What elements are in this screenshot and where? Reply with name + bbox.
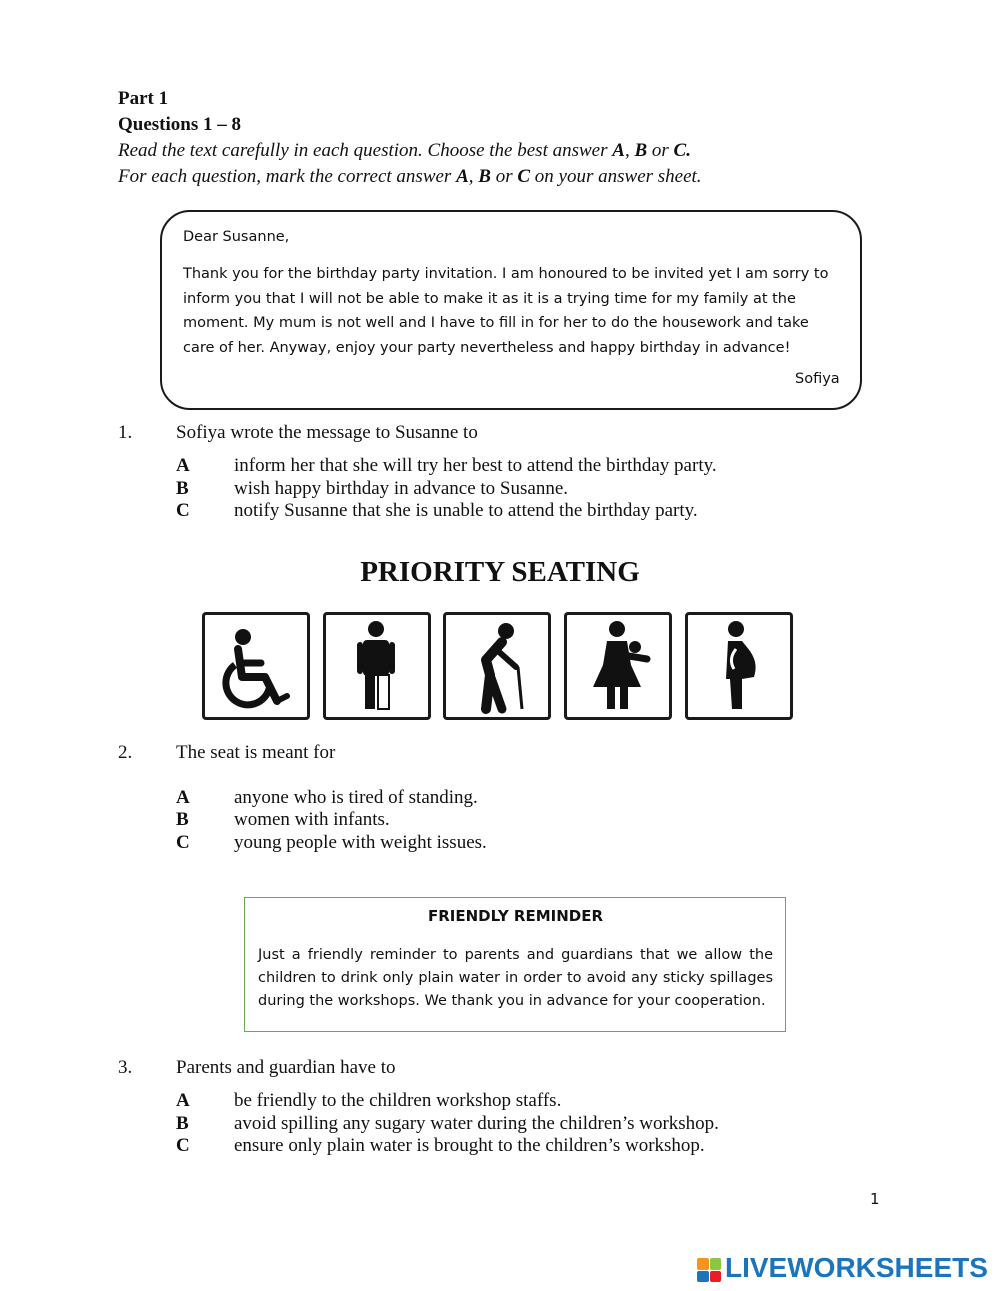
reminder-body: Just a friendly reminder to parents and guardians that we allow the children to drink only plain water in order to avoid any sticky spillages during the workshops. We thank you in advance for your cooperation.	[258, 947, 773, 1009]
priority-seating-title: PRIORITY SEATING	[360, 556, 640, 588]
question-3-option-b-letter[interactable]: B	[176, 1113, 189, 1134]
question-3-option-c-text[interactable]: ensure only plain water is brought to the children’s workshop.	[234, 1135, 705, 1156]
question-3-number: 3.	[118, 1057, 133, 1078]
letter-signature: Sofiya	[795, 371, 840, 387]
logo-square-2	[710, 1258, 722, 1270]
logo-square-1	[697, 1258, 709, 1270]
liveworksheets-logo-text[interactable]: LIVEWORKSHEETS	[725, 1252, 988, 1283]
question-3-option-a-letter[interactable]: A	[176, 1090, 190, 1111]
injured-person-icon	[323, 612, 431, 720]
questions-range: Questions 1 – 8	[118, 114, 241, 135]
question-1-option-c-text[interactable]: notify Susanne that she is unable to attend the birthday party.	[234, 500, 698, 521]
part-heading: Part 1	[118, 88, 169, 109]
question-1-option-b-text[interactable]: wish happy birthday in advance to Susanne.	[234, 478, 569, 499]
logo-square-3	[697, 1271, 709, 1283]
question-1-option-a-text[interactable]: inform her that she will try her best to attend the birthday party.	[234, 455, 717, 476]
question-2-option-c-text[interactable]: young people with weight issues.	[234, 832, 487, 853]
question-2-option-a-letter[interactable]: A	[176, 787, 190, 808]
question-1-option-b-letter[interactable]: B	[176, 478, 189, 499]
question-1-option-c-letter[interactable]: C	[176, 500, 190, 521]
question-1-option-a-letter[interactable]: A	[176, 455, 190, 476]
question-2-number: 2.	[118, 742, 133, 763]
question-3-option-c-letter[interactable]: C	[176, 1135, 190, 1156]
letter-body: Thank you for the birthday party invitation. I am honoured to be invited yet I am sorry to inform you that I will not be able to make it as it is a trying time for my family at the moment. My mum is not well and I have to fill in for her to do the housework and take care of her. Anyway, enjoy your party nevertheless and happy birthday in advance!	[183, 266, 829, 356]
liveworksheets-logo-icon	[697, 1258, 721, 1282]
pregnant-woman-icon	[685, 612, 793, 720]
question-2-option-b-letter[interactable]: B	[176, 809, 189, 830]
question-3-option-b-text[interactable]: avoid spilling any sugary water during the children’s workshop.	[234, 1113, 719, 1134]
question-1-stem: Sofiya wrote the message to Susanne to	[176, 422, 478, 443]
question-2-option-c-letter[interactable]: C	[176, 832, 190, 853]
elderly-person-icon	[443, 612, 551, 720]
question-2-option-b-text[interactable]: women with infants.	[234, 809, 390, 830]
wheelchair-icon	[202, 612, 310, 720]
page-number: 1	[870, 1190, 880, 1208]
question-2-stem: The seat is meant for	[176, 742, 336, 763]
question-1-number: 1.	[118, 422, 133, 443]
question-3-stem: Parents and guardian have to	[176, 1057, 396, 1078]
letter-greeting: Dear Susanne,	[183, 229, 290, 245]
woman-with-infant-icon	[564, 612, 672, 720]
question-2-option-a-text[interactable]: anyone who is tired of standing.	[234, 787, 478, 808]
question-3-option-a-text[interactable]: be friendly to the children workshop staffs.	[234, 1090, 562, 1111]
instruction-line-2: For each question, mark the correct answer A, B or C on your answer sheet.	[118, 166, 702, 187]
logo-square-4	[710, 1271, 722, 1283]
reminder-title: FRIENDLY REMINDER	[427, 907, 604, 925]
instruction-line-1: Read the text carefully in each question. Choose the best answer A, B or C.	[118, 140, 691, 161]
